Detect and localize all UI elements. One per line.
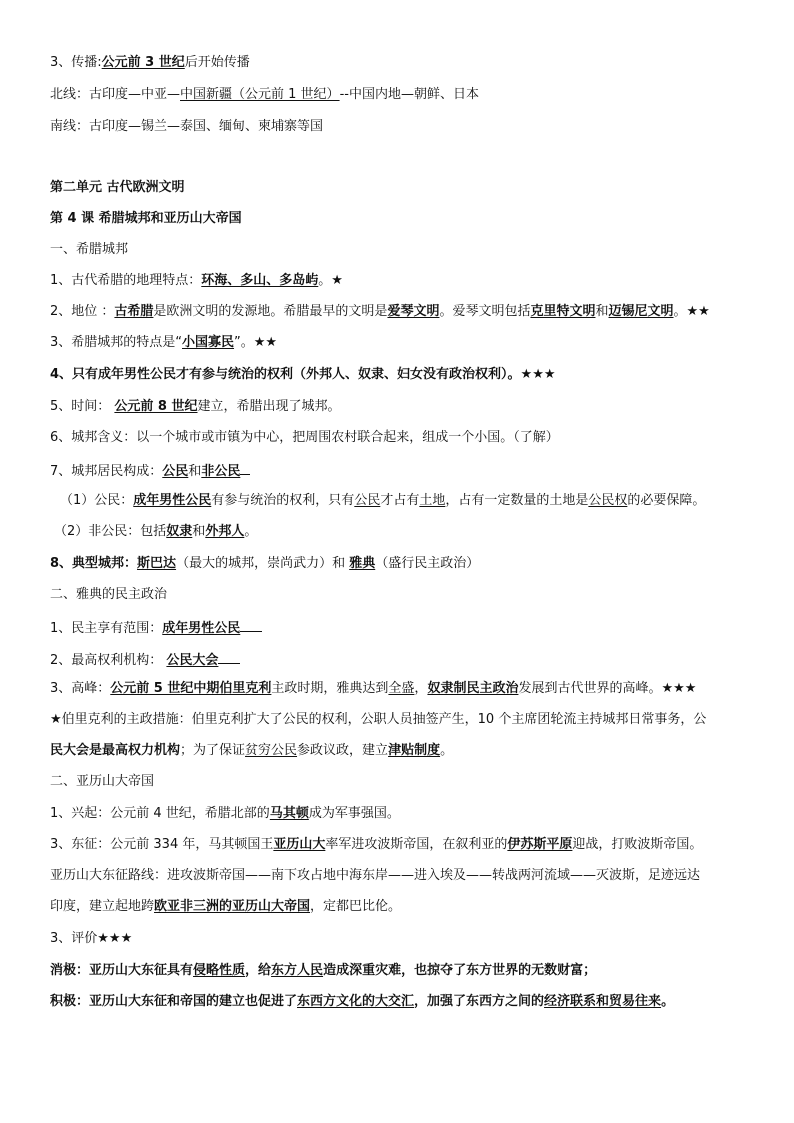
- underlined-text: 斯巴达: [137, 556, 177, 571]
- composition-line: [50, 460, 250, 481]
- underlined-text: 全盛: [388, 681, 415, 696]
- text: 。★: [318, 273, 343, 288]
- status-line: [50, 303, 710, 321]
- text: 和: [192, 524, 206, 539]
- blank-underline: [240, 460, 250, 475]
- underlined-text: 经济联系和贸易往来: [544, 994, 662, 1009]
- underlined-text: 环海、多山、多岛屿: [201, 273, 319, 288]
- negative-line: [50, 962, 596, 980]
- text: 造成深重灾难，也掠夺了东方世界的无数财富；: [323, 963, 597, 978]
- underlined-text: 土地: [419, 493, 446, 508]
- scope-line: [50, 617, 262, 638]
- text: ”。★★: [234, 335, 278, 350]
- underlined-text: 东西方文化的大交汇: [297, 994, 415, 1009]
- underlined-text: 外邦人: [205, 524, 245, 539]
- underlined-text: 公民权: [588, 493, 628, 508]
- text: 有参与统治的权利，只有: [211, 493, 355, 508]
- text: 。★★: [673, 304, 710, 319]
- underlined-text: 伊苏斯平原: [507, 837, 573, 852]
- text: 的必要保障。: [627, 493, 706, 508]
- text: 成为军事强国。: [308, 806, 400, 821]
- section-heading: 二、亚历山大帝国: [50, 774, 155, 789]
- text: 发展到古代世界的高峰。★★★: [518, 681, 697, 696]
- underlined-text: 中国新疆（公元前 1 世纪）: [180, 87, 340, 102]
- text: 5、时间：: [50, 399, 115, 414]
- underlined-text: 奴隶制民主政治: [427, 681, 519, 696]
- underlined-text: 非公民: [201, 464, 241, 479]
- underlined-text: 马其顿: [269, 806, 309, 821]
- text: 主政时期，雅典达到: [271, 681, 389, 696]
- text: 1、兴起：公元前 4 世纪，希腊北部的: [50, 806, 270, 821]
- pericles-measures-line-2: [50, 742, 453, 760]
- underlined-text: 亚历山大: [273, 837, 326, 852]
- text: 北线：古印度—中亚—: [50, 87, 181, 102]
- text: 迎战，打败波斯帝国。: [572, 837, 703, 852]
- text: 和: [188, 464, 202, 479]
- underlined-text: 公民: [162, 464, 189, 479]
- text: ，占有一定数量的土地是: [445, 493, 589, 508]
- positive-line: [50, 993, 674, 1011]
- underlined-text: 津贴制度: [388, 743, 441, 758]
- empire-line: [50, 898, 401, 916]
- text: ，定都巴比伦。: [310, 899, 402, 914]
- text: 积极：亚历山大东征和帝国的建立也促进了: [50, 994, 298, 1009]
- text: 3、传播:: [50, 55, 102, 70]
- text: 2、最高权利机构：: [50, 653, 167, 668]
- text: ，给: [245, 963, 272, 978]
- text: 。: [244, 524, 258, 539]
- text: （盛行民主政治）: [375, 556, 480, 571]
- text: 参政议政，建立: [297, 743, 389, 758]
- text: ，加强了东西方之间的: [414, 994, 545, 1009]
- underlined-text: 成年男性公民: [162, 621, 241, 636]
- text: 1、古代希腊的地理特点：: [50, 273, 202, 288]
- text: 消极：亚历山大东征具有: [50, 963, 194, 978]
- underlined-text: 迈锡尼文明: [608, 304, 674, 319]
- text: 后开始传播: [184, 55, 250, 70]
- blank-underline: [218, 649, 240, 664]
- typical-states-line: [50, 555, 479, 573]
- underlined-text: 贫穷公民: [245, 743, 298, 758]
- underlined-text: 公元前 5 世纪中期伯里克利: [110, 681, 272, 696]
- text: ；为了保证: [180, 743, 246, 758]
- definition-line: 6、城邦含义：以一个城市或市镇为中心，把周围农村联合起来，组成一个小国。（了解）: [50, 430, 559, 445]
- text: 3、希腊城邦的特点是“: [50, 335, 183, 350]
- text: （最大的城邦，崇尚武力）和: [176, 556, 350, 571]
- text: 。爱琴文明包括: [439, 304, 531, 319]
- underlined-text: 古希腊: [114, 304, 154, 319]
- underlined-text: 东方人民: [271, 963, 324, 978]
- text: 民大会是最高权力机构: [50, 743, 181, 758]
- pericles-measures-line: ★伯里克利的主政措施：伯里克利扩大了公民的权利，公职人员抽签产生，10 个主席团轮流主持城邦日常事务，公: [50, 712, 707, 727]
- underlined-text: 奴隶: [166, 524, 193, 539]
- text: （1）公民：: [60, 493, 134, 508]
- text: 3、东征：公元前 334 年，马其顿国王: [50, 837, 274, 852]
- text: 印度，建立起地跨: [50, 899, 155, 914]
- peak-line: [50, 680, 696, 698]
- noncitizen-line: [54, 523, 257, 541]
- spread-line: [50, 54, 250, 72]
- text: 。: [661, 994, 675, 1009]
- text: --中国内地—朝鲜、日本: [339, 87, 479, 102]
- text: ，: [414, 681, 428, 696]
- text: 建立，希腊出现了城邦。: [197, 399, 341, 414]
- underlined-text: 雅典: [349, 556, 376, 571]
- citizen-line: [60, 492, 705, 510]
- north-route-line: [50, 86, 479, 104]
- text: 才占有: [380, 493, 420, 508]
- underlined-text: 成年男性公民: [133, 493, 212, 508]
- text: 2、地位 ：: [50, 304, 115, 319]
- text: 。: [440, 743, 454, 758]
- text: （2）非公民：包括: [54, 524, 167, 539]
- text: 率军进攻波斯帝国，在叙利亚的: [325, 837, 508, 852]
- text: 1、民主享有范围：: [50, 621, 163, 636]
- section-heading: 一、希腊城邦: [50, 242, 129, 257]
- section-heading: 二、雅典的民主政治: [50, 587, 168, 602]
- lesson-title: 第 4 课 希腊城邦和亚历山大帝国: [50, 211, 242, 226]
- underlined-text: 公元前 8 世纪: [114, 399, 198, 414]
- south-route-line: [50, 118, 323, 136]
- rise-line: [50, 805, 400, 823]
- highest-organ-line: [50, 649, 240, 670]
- underlined-text: 公民: [354, 493, 381, 508]
- text: 南线：古印度—锡兰—泰国、缅甸、柬埔寨等国: [50, 119, 324, 134]
- text: 7、城邦居民构成：: [50, 464, 163, 479]
- evaluation-heading: 3、评价★★★: [50, 931, 133, 946]
- feature-line: [50, 334, 277, 352]
- time-line: [50, 398, 341, 416]
- text: 和: [595, 304, 609, 319]
- text: 3、高峰：: [50, 681, 111, 696]
- underlined-text: 公元前 3 世纪: [101, 55, 185, 70]
- underlined-text: 克里特文明: [530, 304, 596, 319]
- underlined-text: 侵略性质: [193, 963, 246, 978]
- expedition-line: [50, 836, 702, 854]
- text: 8、典型城邦：: [50, 556, 138, 571]
- rights-line: 4、只有成年男性公民才有参与统治的权利（外邦人、奴隶、妇女没有政治权利）。★★★: [50, 367, 556, 382]
- underlined-text: 公民大会: [166, 653, 219, 668]
- text: 是欧洲文明的发源地。希腊最早的文明是: [153, 304, 388, 319]
- geo-features-line: [50, 272, 343, 290]
- underlined-text: 欧亚非三洲的亚历山大帝国: [154, 899, 311, 914]
- underlined-text: 爱琴文明: [387, 304, 440, 319]
- route-line: 亚历山大东征路线：进攻波斯帝国——南下攻占地中海东岸——进入埃及——转战两河流域——灭波斯，足迹远达: [50, 868, 701, 883]
- underlined-text: 小国寡民: [182, 335, 235, 350]
- unit-title: 第二单元 古代欧洲文明: [50, 180, 185, 195]
- blank-underline: [240, 617, 262, 632]
